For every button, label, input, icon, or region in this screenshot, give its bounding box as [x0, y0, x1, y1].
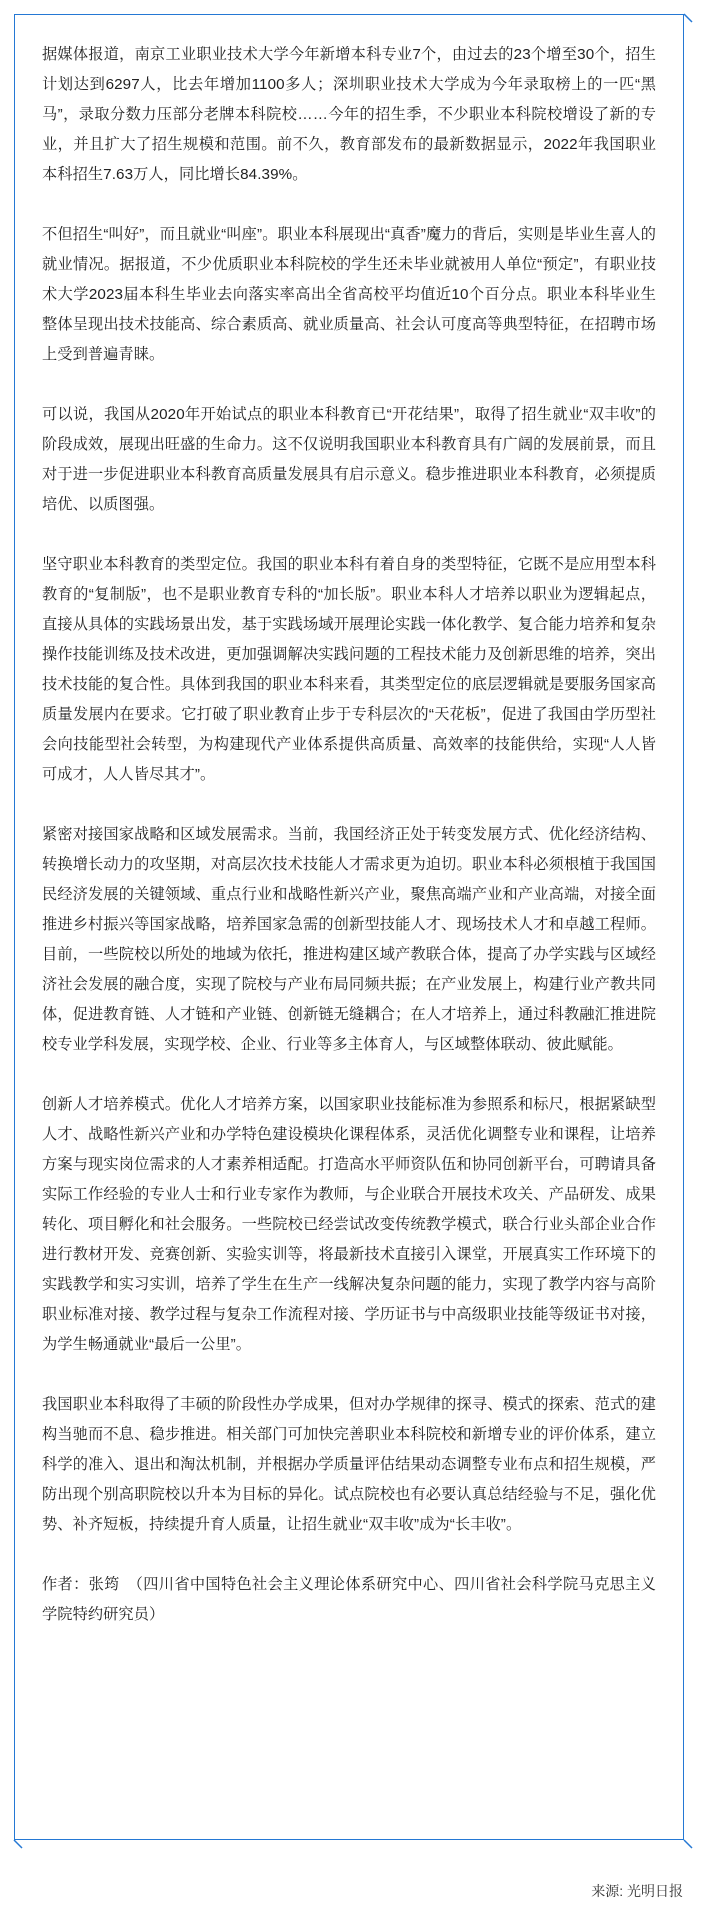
frame-diagonal-top-right: [684, 14, 692, 22]
paragraph-5: 紧密对接国家战略和区域发展需求。当前，我国经济正处于转变发展方式、优化经济结构、转换增长动力的攻坚期，对高层次技术技能人才需求更为迫切。职业本科必须根植于我国国民经济发展的关键领域、重点行业和战略性新兴产业，聚焦高端产业和产业高端，对接全面推进乡村振兴等国家战略，培养国家急需的创新型技能人才、现场技术人才和卓越工程师。目前，一些院校以所处的地域为依托，推进构建区域产教联合体，提高了办学实践与区域经济社会发展的融合度，实现了院校与产业布局同频共振；在产业发展上，构建行业产教共同体，促进教育链、人才链和产业链、创新链无缝耦合；在人才培养上，通过科教融汇推进院校专业学科发展，实现学校、企业、行业等多主体育人，与区域整体联动、彼此赋能。: [42, 826, 656, 1053]
frame-diagonal-bottom-right: [684, 1840, 692, 1848]
author-byline: 作者：张筠 （四川省中国特色社会主义理论体系研究中心、四川省社会科学院马克思主义学院特约研究员）: [42, 1576, 656, 1623]
paragraph-7: 我国职业本科取得了丰硕的阶段性办学成果，但对办学规律的探寻、模式的探索、范式的建构当驰而不息、稳步推进。相关部门可加快完善职业本科院校和新增专业的评价体系，建立科学的准入、退出和淘汰机制，并根据办学质量评估结果动态调整专业布点和招生规模，严防出现个别高职院校以升本为目标的异化。试点院校也有必要认真总结经验与不足，强化优势、补齐短板，持续提升育人质量，让招生就业“双丰收”成为“长丰收”。: [42, 1396, 656, 1533]
paragraph-6: 创新人才培养模式。优化人才培养方案，以国家职业技能标准为参照系和标尺，根据紧缺型人才、战略性新兴产业和办学特色建设模块化课程体系，灵活优化调整专业和课程，让培养方案与现实岗位需求的人才素养相适配。打造高水平师资队伍和协同创新平台，可聘请具备实际工作经验的专业人士和行业专家作为教师，与企业联合开展技术攻关、产品研发、成果转化、项目孵化和社会服务。一些院校已经尝试改变传统教学模式，联合行业头部企业合作进行教材开发、竞赛创新、实验实训等，将最新技术直接引入课堂，开展真实工作环境下的实践教学和实习实训，培养了学生在生产一线解决复杂问题的能力，实现了教学内容与高阶职业标准对接、教学过程与复杂工作流程对接、学历证书与中高级职业技能等级证书对接，为学生畅通就业“最后一公里”。: [42, 1096, 656, 1353]
source-row: [0, 1880, 705, 1902]
frame-diagonal-bottom-left: [14, 1840, 22, 1848]
source-label: 来源: 光明日报: [591, 1883, 683, 1899]
article-body: [14, 14, 684, 1840]
paragraph-1: 据媒体报道，南京工业职业技术大学今年新增本科专业7个，由过去的23个增至30个，招生计划达到6297人，比去年增加1100多人；深圳职业技术大学成为今年录取榜上的一匹“黑马”，录取分数力压部分老牌本科院校……今年的招生季，不少职业本科院校增设了新的专业，并且扩大了招生规模和范围。前不久，教育部发布的最新数据显示，2022年我国职业本科招生7.63万人，同比增长84.39%。: [42, 46, 656, 183]
paragraph-3: 可以说，我国从2020年开始试点的职业本科教育已“开花结果”，取得了招生就业“双丰收”的阶段成效，展现出旺盛的生命力。这不仅说明我国职业本科教育具有广阔的发展前景，而且对于进一步促进职业本科教育高质量发展具有启示意义。稳步推进职业本科教育，必须提质培优、以质图强。: [42, 406, 656, 513]
paragraph-4: 坚守职业本科教育的类型定位。我国的职业本科有着自身的类型特征，它既不是应用型本科教育的“复制版”，也不是职业教育专科的“加长版”。职业本科人才培养以职业为逻辑起点，直接从具体的实践场景出发，基于实践场域开展理论实践一体化教学、复合能力培养和复杂操作技能训练及技术改进，更加强调解决实践问题的工程技术能力及创新思维的培养，突出技术技能的复合性。具体到我国的职业本科来看，其类型定位的底层逻辑就是要服务国家高质量发展内在要求。它打破了职业教育止步于专科层次的“天花板”，促进了我国由学历型社会向技能型社会转型，为构建现代产业体系提供高质量、高效率的技能供给，实现“人人皆可成才，人人皆尽其才”。: [42, 556, 656, 783]
paragraph-2: 不但招生“叫好”，而且就业“叫座”。职业本科展现出“真香”魔力的背后，实则是毕业生喜人的就业情况。据报道，不少优质职业本科院校的学生还未毕业就被用人单位“预定”，有职业技术大学2023届本科生毕业去向落实率高出全省高校平均值近10个百分点。职业本科毕业生整体呈现出技术技能高、综合素质高、就业质量高、社会认可度高等典型特征，在招聘市场上受到普遍青睐。: [42, 226, 656, 363]
